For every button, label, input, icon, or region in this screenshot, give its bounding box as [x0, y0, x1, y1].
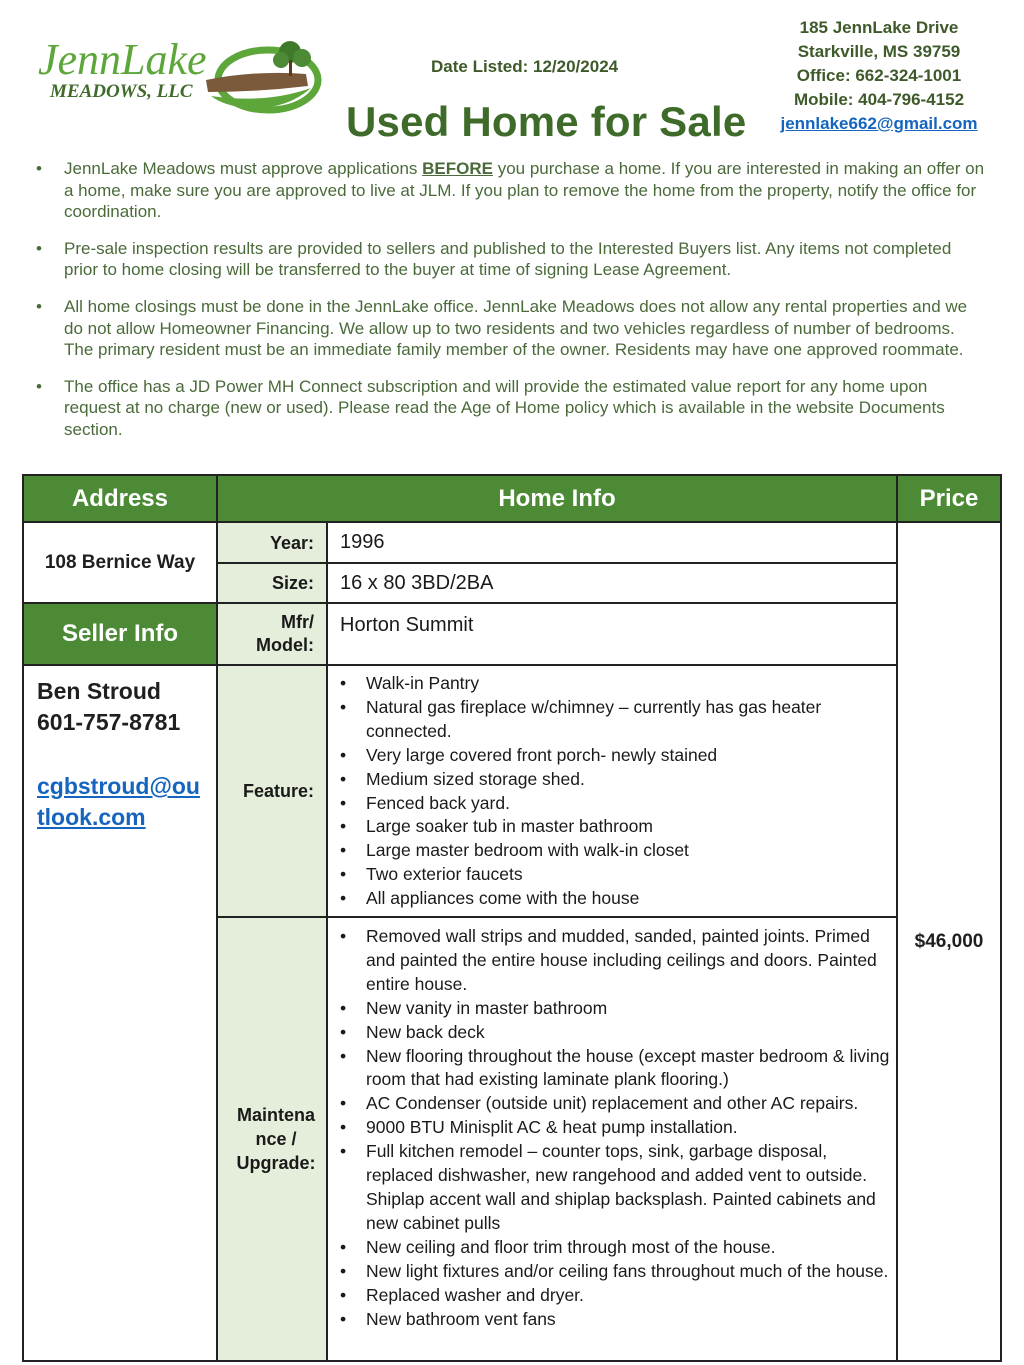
- policy-notes: [28, 158, 988, 456]
- label-feature: Feature:: [216, 666, 326, 918]
- features-list: [328, 672, 896, 911]
- seller-details: [24, 666, 216, 1360]
- listing-table: [22, 474, 1002, 1362]
- listing-price: $46,000: [914, 931, 984, 952]
- header-home-info: Home Info: [216, 476, 896, 523]
- office-street: 185 JennLake Drive: [799, 18, 959, 37]
- maintenance-item: • New ceiling and floor trim through most of the house.: [328, 1236, 896, 1260]
- emphasis-before: BEFORE: [422, 159, 493, 178]
- seller-info-header: Seller Info: [24, 604, 216, 666]
- feature-item: • Medium sized storage shed.: [328, 768, 896, 792]
- price-cell: [896, 523, 1000, 1360]
- label-year: Year:: [216, 523, 326, 564]
- value-features: [326, 666, 896, 918]
- logo-graphic: [36, 34, 326, 116]
- maintenance-item: • Replaced washer and dryer.: [328, 1284, 896, 1308]
- value-year: 1996: [326, 523, 896, 564]
- feature-item: • Walk-in Pantry: [328, 672, 896, 696]
- label-maintenance-upgrade: Maintena nce / Upgrade:: [216, 918, 326, 1360]
- seller-name: Ben Stroud: [37, 678, 161, 704]
- value-size: 16 x 80 3BD/2BA: [326, 564, 896, 604]
- maintenance-item: • AC Condenser (outside unit) replacement and other AC repairs.: [328, 1092, 896, 1116]
- jennlake-logo: [36, 34, 326, 116]
- maintenance-item: • New flooring throughout the house (except master bedroom & living room that had existing laminate plank flooring.): [328, 1045, 896, 1093]
- maintenance-item: • Removed wall strips and mudded, sanded, painted joints. Primed and painted the entire house including ceilings and doors. Painted entire house.: [328, 925, 896, 997]
- feature-item: • Fenced back yard.: [328, 792, 896, 816]
- header-price: Price: [896, 476, 1000, 523]
- value-maintenance: [326, 918, 896, 1360]
- property-address: 108 Bernice Way: [24, 523, 216, 604]
- maintenance-item: • New bathroom vent fans: [328, 1308, 896, 1332]
- policy-note: • All home closings must be done in the JennLake office. JennLake Meadows does not allow any rental properties and we do not allow Homeowner Financing. We allow up to two residents and two vehicles regardless of number of bedrooms. The primary resident must be an immediate family member of the owner. Residents may have one approved roommate.: [28, 296, 988, 361]
- feature-item: • Large master bedroom with walk-in closet: [328, 839, 896, 863]
- maintenance-item: • 9000 BTU Minisplit AC & heat pump installation.: [328, 1116, 896, 1140]
- label-size: Size:: [216, 564, 326, 604]
- office-contact: [760, 16, 998, 136]
- maintenance-item: • New vanity in master bathroom: [328, 997, 896, 1021]
- page-title: Used Home for Sale: [346, 98, 747, 145]
- office-email-link[interactable]: jennlake662@gmail.com: [780, 114, 978, 133]
- maintenance-item: • New back deck: [328, 1021, 896, 1045]
- seller-email-link[interactable]: cgbstroud@ou tlook.com: [37, 773, 200, 830]
- feature-item: • Natural gas fireplace w/chimney – currently has gas heater connected.: [328, 696, 896, 744]
- logo-subtext: MEADOWS, LLC: [50, 81, 193, 102]
- date-listed: Date Listed: 12/20/2024: [431, 57, 619, 76]
- logo-wordmark: JennLake: [38, 35, 207, 84]
- maintenance-list: [328, 925, 896, 1331]
- header-address: Address: [24, 476, 216, 523]
- policy-note: • The office has a JD Power MH Connect subscription and will provide the estimated value report for any home upon request at no charge (new or used). Please read the Age of Home policy which is available in the website Documents section.: [28, 376, 988, 441]
- mobile-phone: Mobile: 404-796-4152: [793, 90, 965, 109]
- office-phone: Office: 662-324-1001: [796, 66, 962, 85]
- maintenance-item: • New light fixtures and/or ceiling fans throughout much of the house.: [328, 1260, 896, 1284]
- policy-note: • JennLake Meadows must approve applications BEFORE you purchase a home. If you are interested in making an offer on a home, make sure you are approved to live at JLM. If you plan to remove the home from the property, notify the office for coordination.: [28, 158, 988, 223]
- feature-item: • All appliances come with the house: [328, 887, 896, 911]
- policy-note: • Pre-sale inspection results are provided to sellers and published to the Interested Buyers list. Any items not completed prior to home closing will be transferred to the buyer at time of signing Lease Agreement.: [28, 238, 988, 281]
- seller-phone: 601-757-8781: [37, 709, 181, 735]
- maintenance-item: • Full kitchen remodel – counter tops, sink, garbage disposal, replaced dishwasher, new rangehood and added vent to outside. Shiplap accent wall and shiplap backsplash. Painted cabinets and new cabinet pulls: [328, 1140, 896, 1236]
- feature-item: • Large soaker tub in master bathroom: [328, 815, 896, 839]
- feature-item: • Very large covered front porch- newly stained: [328, 744, 896, 768]
- feature-item: • Two exterior faucets: [328, 863, 896, 887]
- label-mfr-model: Mfr/ Model:: [216, 604, 326, 666]
- value-mfr-model: Horton Summit: [326, 604, 896, 666]
- office-city: Starkville, MS 39759: [797, 42, 961, 61]
